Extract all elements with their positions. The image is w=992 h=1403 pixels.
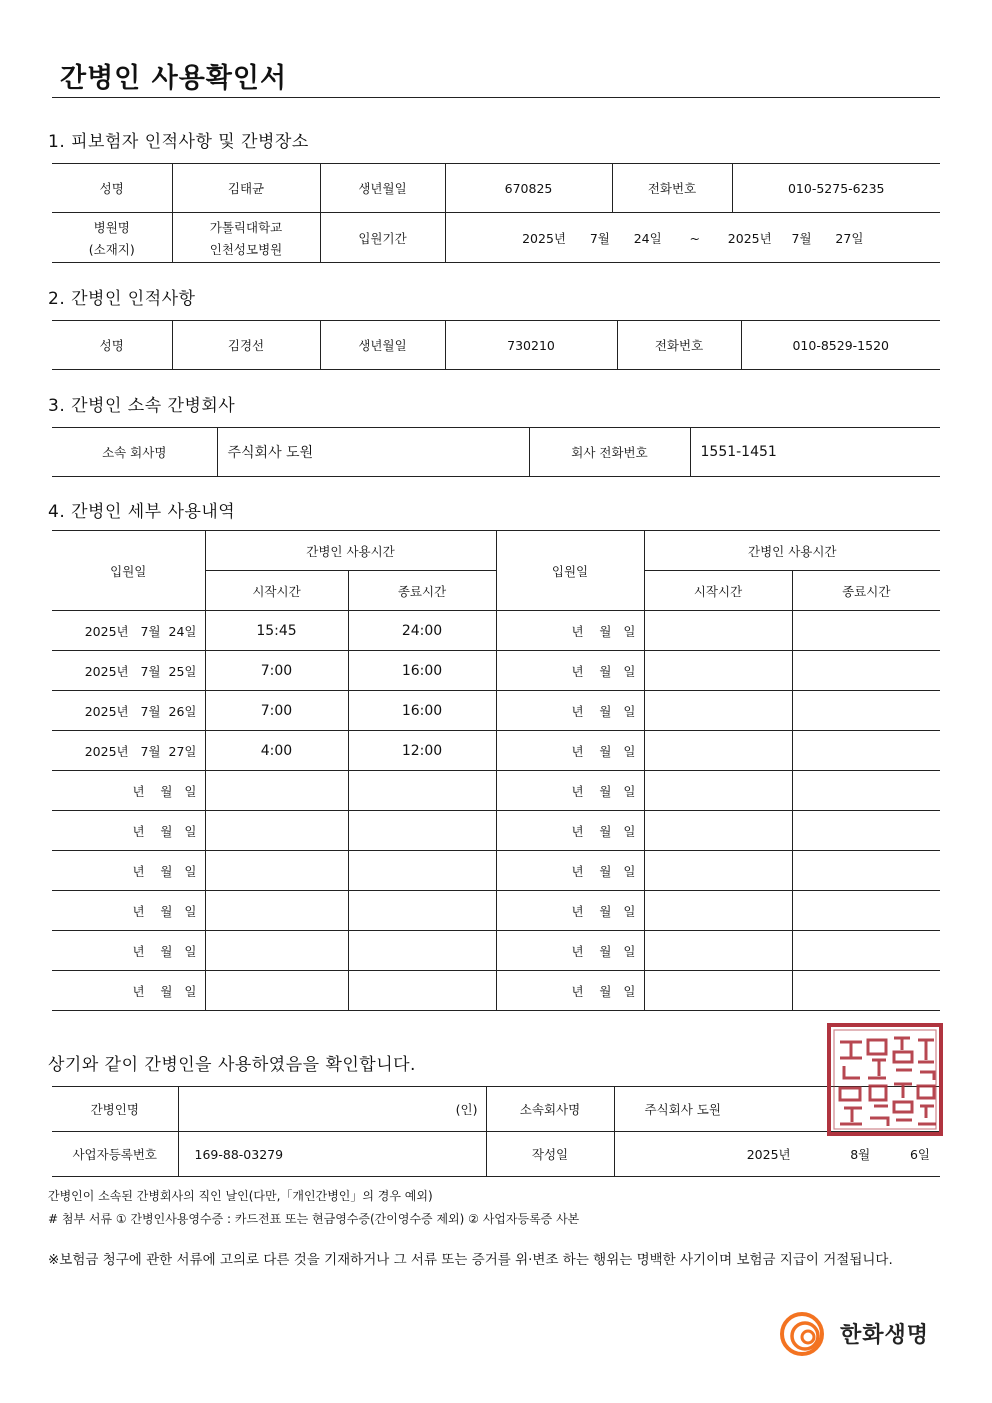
company-phone: 1551-1451 bbox=[690, 428, 940, 477]
right-start-header: 시작시간 bbox=[644, 571, 792, 611]
sign-company-name: 주식회사 도원 bbox=[614, 1087, 940, 1132]
right-start-cell bbox=[644, 651, 792, 691]
right-start-cell bbox=[644, 771, 792, 811]
usage-row bbox=[52, 811, 940, 851]
usage-row bbox=[52, 931, 940, 971]
bizno-label: 사업자등록번호 bbox=[52, 1132, 178, 1177]
right-date-cell: 년 월 일 bbox=[496, 771, 644, 811]
left-end-cell bbox=[348, 851, 496, 891]
document-title: 간병인 사용확인서 bbox=[60, 63, 288, 94]
right-end-cell bbox=[792, 691, 940, 731]
usage-row bbox=[52, 731, 940, 771]
right-end-cell bbox=[792, 771, 940, 811]
section-3-heading: 3. 간병인 소속 간병회사 bbox=[48, 396, 236, 416]
caregiver-phone-label: 전화번호 bbox=[617, 321, 741, 370]
sign-company-label: 소속회사명 bbox=[486, 1087, 614, 1132]
left-end-cell bbox=[348, 971, 496, 1011]
insured-birth-label: 생년월일 bbox=[320, 164, 445, 213]
company-phone-label: 회사 전화번호 bbox=[529, 428, 690, 477]
hospital-label-line1: 병원명 bbox=[93, 219, 130, 235]
left-time-header: 간병인 사용시간 bbox=[205, 531, 496, 571]
attachment-note: # 첨부 서류 ① 간병인사용영수증 : 카드전표 또는 현금영수증(간이영수증 제외) ② 사업자등록증 사본 bbox=[48, 1212, 580, 1226]
left-end-cell: 16:00 bbox=[348, 691, 496, 731]
right-date-cell: 년 월 일 bbox=[496, 931, 644, 971]
caregiver-name: 김경선 bbox=[172, 321, 320, 370]
fraud-warning: ※보험금 청구에 관한 서류에 고의로 다른 것을 기재하거나 그 서류 또는 증거를 위·변조 하는 행위는 명백한 사기이며 보험금 지급이 거절됩니다. bbox=[48, 1252, 893, 1268]
hospital-label bbox=[52, 213, 172, 263]
section-2-heading: 2. 간병인 인적사항 bbox=[48, 289, 196, 309]
left-end-cell bbox=[348, 811, 496, 851]
caregiver-birth-label: 생년월일 bbox=[320, 321, 445, 370]
write-date: 2025년 8월 6일 bbox=[614, 1132, 940, 1177]
caregiver-phone: 010-8529-1520 bbox=[741, 321, 940, 370]
company-name: 주식회사 도원 bbox=[217, 428, 529, 477]
left-start-header: 시작시간 bbox=[205, 571, 348, 611]
left-start-cell bbox=[205, 971, 348, 1011]
left-date-cell: 년 월 일 bbox=[52, 891, 205, 931]
caregiver-table bbox=[52, 320, 940, 370]
left-date-header: 입원일 bbox=[52, 531, 205, 611]
company-seal-stamp bbox=[826, 1022, 944, 1137]
left-date-cell: 2025년 7월 25일 bbox=[52, 651, 205, 691]
right-end-cell bbox=[792, 811, 940, 851]
insured-phone-label: 전화번호 bbox=[612, 164, 732, 213]
right-start-cell bbox=[644, 611, 792, 651]
left-start-cell bbox=[205, 771, 348, 811]
caregiver-birth: 730210 bbox=[445, 321, 617, 370]
right-end-cell bbox=[792, 611, 940, 651]
right-end-cell bbox=[792, 971, 940, 1011]
insured-name: 김태균 bbox=[172, 164, 320, 213]
insured-birth: 670825 bbox=[445, 164, 612, 213]
usage-row bbox=[52, 971, 940, 1011]
right-start-cell bbox=[644, 731, 792, 771]
right-end-header: 종료시간 bbox=[792, 571, 940, 611]
left-start-cell: 4:00 bbox=[205, 731, 348, 771]
insured-name-label: 성명 bbox=[52, 164, 172, 213]
left-end-cell: 12:00 bbox=[348, 731, 496, 771]
right-end-cell bbox=[792, 931, 940, 971]
caregiver-sign-label: 간병인명 bbox=[52, 1087, 178, 1132]
right-end-cell bbox=[792, 651, 940, 691]
right-start-cell bbox=[644, 891, 792, 931]
brand-name: 한화생명 bbox=[840, 1323, 930, 1348]
left-start-cell bbox=[205, 931, 348, 971]
left-start-cell bbox=[205, 891, 348, 931]
left-date-cell: 2025년 7월 24일 bbox=[52, 611, 205, 651]
signature-table bbox=[52, 1086, 940, 1177]
write-date-label: 작성일 bbox=[486, 1132, 614, 1177]
hospital-name-line1: 가톨릭대학교 bbox=[209, 219, 283, 235]
company-table bbox=[52, 427, 940, 477]
right-date-cell: 년 월 일 bbox=[496, 611, 644, 651]
hospital-name-line2: 인천성모병원 bbox=[209, 241, 283, 257]
hospital-label-line2: (소재지) bbox=[88, 241, 135, 257]
usage-row bbox=[52, 611, 940, 651]
right-start-cell bbox=[644, 851, 792, 891]
right-end-cell bbox=[792, 891, 940, 931]
right-start-cell bbox=[644, 931, 792, 971]
left-start-cell: 15:45 bbox=[205, 611, 348, 651]
right-start-cell bbox=[644, 811, 792, 851]
left-start-cell: 7:00 bbox=[205, 651, 348, 691]
usage-row bbox=[52, 651, 940, 691]
right-date-cell: 년 월 일 bbox=[496, 971, 644, 1011]
usage-row bbox=[52, 851, 940, 891]
right-date-cell: 년 월 일 bbox=[496, 651, 644, 691]
caregiver-seal-mark: (인) bbox=[178, 1087, 486, 1132]
usage-row bbox=[52, 691, 940, 731]
right-date-cell: 년 월 일 bbox=[496, 811, 644, 851]
caregiver-name-label: 성명 bbox=[52, 321, 172, 370]
left-date-cell: 2025년 7월 26일 bbox=[52, 691, 205, 731]
left-start-cell bbox=[205, 851, 348, 891]
section-1-heading: 1. 피보험자 인적사항 및 간병장소 bbox=[48, 132, 309, 152]
right-date-cell: 년 월 일 bbox=[496, 731, 644, 771]
right-start-cell bbox=[644, 691, 792, 731]
left-end-cell: 16:00 bbox=[348, 651, 496, 691]
left-start-cell bbox=[205, 811, 348, 851]
right-date-cell: 년 월 일 bbox=[496, 691, 644, 731]
left-end-header: 종료시간 bbox=[348, 571, 496, 611]
usage-rows bbox=[52, 611, 940, 1011]
right-date-cell: 년 월 일 bbox=[496, 891, 644, 931]
company-name-label: 소속 회사명 bbox=[52, 428, 217, 477]
bizno: 169-88-03279 bbox=[178, 1132, 486, 1177]
left-end-cell bbox=[348, 771, 496, 811]
left-end-cell bbox=[348, 891, 496, 931]
usage-table bbox=[52, 530, 940, 1011]
right-end-cell bbox=[792, 731, 940, 771]
usage-row bbox=[52, 771, 940, 811]
right-date-cell: 년 월 일 bbox=[496, 851, 644, 891]
left-end-cell bbox=[348, 931, 496, 971]
right-end-cell bbox=[792, 851, 940, 891]
admission-period: 2025년 7월 24일 ~ 2025년 7월 27일 bbox=[445, 213, 940, 263]
admission-period-label: 입원기간 bbox=[320, 213, 445, 263]
left-date-cell: 년 월 일 bbox=[52, 931, 205, 971]
left-date-cell: 년 월 일 bbox=[52, 851, 205, 891]
insured-table bbox=[52, 163, 940, 263]
confirmation-text: 상기와 같이 간병인을 사용하였음을 확인합니다. bbox=[48, 1055, 416, 1075]
right-date-header: 입원일 bbox=[496, 531, 644, 611]
hospital-name bbox=[172, 213, 320, 263]
left-date-cell: 년 월 일 bbox=[52, 971, 205, 1011]
right-time-header: 간병인 사용시간 bbox=[644, 531, 940, 571]
section-4-heading: 4. 간병인 세부 사용내역 bbox=[48, 502, 236, 522]
title-divider bbox=[52, 97, 940, 98]
right-start-cell bbox=[644, 971, 792, 1011]
left-start-cell: 7:00 bbox=[205, 691, 348, 731]
left-end-cell: 24:00 bbox=[348, 611, 496, 651]
left-date-cell: 년 월 일 bbox=[52, 771, 205, 811]
seal-note: 간병인이 소속된 간병회사의 직인 날인(다만,「개인간병인」의 경우 예외) bbox=[48, 1189, 433, 1203]
usage-row bbox=[52, 891, 940, 931]
insured-phone: 010-5275-6235 bbox=[732, 164, 940, 213]
left-date-cell: 년 월 일 bbox=[52, 811, 205, 851]
left-date-cell: 2025년 7월 27일 bbox=[52, 731, 205, 771]
